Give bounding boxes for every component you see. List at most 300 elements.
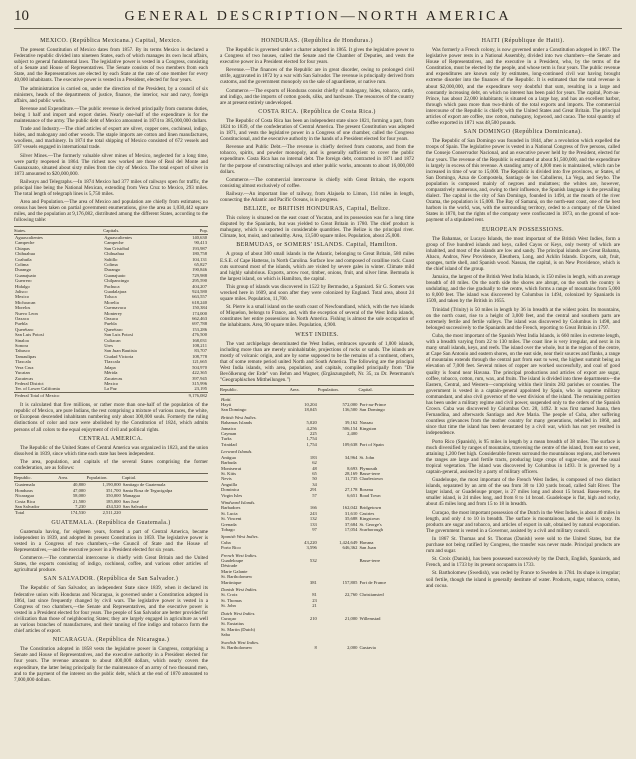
mexico-states-table — [14, 226, 208, 399]
table-group-row — [220, 609, 414, 616]
table-cell: Culiacan — [104, 337, 121, 343]
table-cell: 350,000 — [105, 493, 121, 499]
table-row — [220, 645, 414, 650]
table-cell: Tabasco — [15, 348, 30, 354]
table-cell: 1,424,649 — [339, 539, 358, 545]
table-cell: Saba — [221, 632, 230, 638]
table-cell: Guerrero — [15, 278, 32, 284]
table-cell: Havana — [359, 539, 374, 545]
table-cell: 225 — [309, 431, 317, 437]
table-cell: Honduras — [15, 487, 33, 493]
table-cell: St. Croix — [221, 592, 238, 598]
table-cell: 5,020 — [306, 420, 317, 426]
table-cell: Anguilla — [221, 481, 238, 487]
section-heading-san-domingo: SAN DOMINGO (República Dominicana). — [463, 129, 583, 136]
paragraph: Porto Rico (Spanish), is 95 miles in length by a mean breadth of 38 miles. The surface is much diversified by ranges of mountains, traversing the centre of the island, from east to west, attaining 1,200 feet high. Considerable forests surround the mountainous regions, and between the ranges are large and fertile tracts, producing large crops of sugar-cane, and the usual tropical vegetation. The island was discovered by Columbus in 1493. It is governed by a captain-general, assisted by a party of military officers. — [426, 438, 620, 475]
table-cell: Guanajuato — [104, 272, 126, 278]
paragraph: The Republic is governed under a charter adopted in 1865. It gives the legislative power to a Congress of two houses, called the Senate and the Chamber of Deputies, and vests the executive power in a President elected for four years. — [220, 47, 414, 66]
table-cell: Jalapa — [104, 364, 116, 370]
table-cell: Colima — [104, 261, 118, 267]
table-cell: 81 — [312, 592, 317, 598]
table-cell: Managua — [122, 493, 140, 499]
table-cell: 157,805 — [342, 579, 358, 585]
table-header: Pop. — [169, 226, 208, 234]
table-cell: 34 — [312, 481, 317, 487]
table-cell: Road Town — [359, 492, 381, 498]
table-cell: Chilpancingo — [104, 278, 129, 284]
table-cell: 48 — [312, 465, 317, 471]
table-cell: Durango — [15, 267, 32, 273]
paragraph: The Bahamas, or Lucayo Islands, the most important of the British West Indies, form a group of five hundred islands and keys, called Cayos or Keys, only twenty of which are inhabited, and most of the islands are low and sandy. The principal islands are Great Bahama, Abaco, Andros, New Providence, Eleuthera, Long, and Acklin Islands. Exports, salt, fruit, sponges, turtle shell, and Spanish wood. Nassau, the capital, is on New Providence, which is the chief island of the group. — [426, 235, 620, 272]
table-cell: Cuernavaca — [104, 305, 126, 311]
table-cell: Vera Cruz — [15, 364, 34, 370]
table-cell: 62 — [312, 460, 317, 466]
table-cell: 50 — [312, 476, 317, 482]
table-cell: 422,365 — [192, 370, 207, 376]
table-cell: 97 — [312, 526, 317, 532]
table-cell: Coahuila — [15, 256, 32, 262]
table-cell: Ciudad Victoria — [104, 353, 134, 359]
table-cell: 58,000 — [72, 493, 86, 499]
section-heading-bermudas: BERMUDAS, or SOMERS' ISLANDS. Capital, Hamilton. — [236, 242, 398, 249]
paragraph: The Republic of San Salvador, an independent State since 1839, when it declared its federative union with Honduras and Nicaragua, is governed under a Constitution adopted in 1864, last since frequently changed by civil wars. The legislative power is vested in a Congress of two chambers,—the Senate and Representatives, and the executive power is vested in a President elected for four years. The people of San Salvador are better provided for civilization than those of neighbouring States; they are largely engaged in agriculture as well as various branches of manufactures, and their tanning of fine indigo and tobacco form the chief articles of export. — [14, 585, 208, 635]
table-cell: 17,054 — [344, 526, 358, 532]
table-cell: Saltillo — [104, 256, 118, 262]
table-group-row — [220, 532, 414, 539]
section-heading-costa-rica: COSTA RICA. (República de Costa Rica.) — [258, 108, 376, 115]
paragraph: Revenue and Expenditure.—The public revenue is derived principally from customs duties, being 1 half and import and export duties. Nearly one-half of the expenditure is for the maintenance of the army. The public debt of Mexico amounted in 1874 to 385,000,000 dollars. — [14, 105, 208, 125]
paragraph: Area and Population.—The area of Mexico and population are chiefly from estimates; no census has been taken on partial government enumerations, give the area as 1,030,442 square miles, and the population at 9,176,082, distributed among the different States, according to the following table: — [14, 199, 208, 224]
table-cell: Barbuda — [221, 460, 237, 466]
paragraph: Commerce.—The commercial intercourse is chiefly with Great Britain and the United States, the exports consisting of indigo, cochineal, coffee, and various other articles of agricultural produce. — [14, 555, 208, 574]
table-cell: Campeche — [104, 240, 124, 246]
table-cell: 174,530 — [58, 510, 86, 516]
paragraph: St. Pierre is a small island on the south coast of Newfoundland, which, with the two islands of Miquelon, belongs to France, and, with the exception of several of the West India islands, constitutes her entire possessions in North America. Fishing is almost the sole occupation of the inhabitants. Area, 90 square miles. Population, 4,900. — [220, 304, 414, 329]
table-cell: 133 — [309, 521, 317, 527]
paragraph: The area, population, and capitals of the several States comprising the former confederation, are as follows: — [14, 458, 208, 471]
table-cell: Guatemala — [15, 482, 35, 488]
table-cell: Tobago — [221, 526, 235, 532]
table-cell: 104,131 — [192, 256, 207, 262]
table-cell: Willemstad — [359, 616, 381, 622]
table-cell: 168,031 — [192, 337, 207, 343]
table-cell: Castries — [359, 510, 375, 516]
table-cell: Santa Rosa de Tegucigalpa — [122, 487, 173, 493]
table-cell: 6,651 — [347, 492, 358, 498]
table-cell: St. George's — [359, 521, 382, 527]
table-header: Population. — [318, 386, 359, 394]
paragraph: The administration is carried on, under the direction of the President, by a council of six ministers, heads of the departments of justice, finance, the interior, war and navy, foreign affairs, and public works. — [14, 85, 208, 104]
table-header: States. — [14, 226, 103, 234]
table-cell: 43,220 — [304, 539, 317, 545]
table-cell: Nicaragua — [15, 493, 34, 499]
table-cell: Guanajuato — [15, 272, 37, 278]
table-cell: 210 — [309, 616, 317, 622]
table-header: Capital. — [358, 386, 414, 394]
table-cell: San Luis Potosí — [104, 332, 134, 338]
west-indies-table — [220, 385, 414, 650]
table-cell: 162,042 — [342, 505, 358, 511]
table-group-row — [220, 394, 414, 402]
table-cell: Toluca — [104, 294, 117, 300]
table-cell: Ter. of Lower California — [15, 386, 60, 392]
paragraph: St. Bartholomew (Swedish), was ceded by France to Sweden in 1784. Its shape is irregular; soil fertile, though the island is generally destitute of water. Products, sugar, tobacco, cotton, and cocoa. — [426, 570, 620, 589]
table-cell: 90,413 — [194, 240, 207, 246]
table-cell: 10,204 — [304, 402, 317, 408]
table-group-label: Windward Islands. — [221, 499, 256, 505]
column-middle — [220, 35, 414, 757]
table-cell: Tamaulipas — [15, 353, 37, 359]
table-cell: Désirade — [221, 563, 238, 569]
table-cell: Zacatecas — [104, 375, 123, 381]
table-cell: Mexico — [104, 380, 119, 386]
table-cell: Plymouth — [359, 465, 378, 471]
table-group-row — [220, 551, 414, 558]
table-cell: Kingstown — [359, 516, 380, 522]
table-cell: Chihuahua — [15, 251, 35, 257]
table-cell: 121,665 — [192, 359, 207, 365]
table-cell: 924,580 — [192, 289, 207, 294]
paragraph: A group of about 300 small islands in the Atlantic, belonging to Great Britain, 580 miles E.S.E. of Cape Hatteras, in North Carolina. Surface low and composed of coralline rock. Coast cuts surround most of the islands, which are visited by severe gales in winter. Climate mild and highly salubrious. Exports, arrow root, timber, onions, fruit, and silver lime. Bermuda is the largest island, on which is Hamilton, the capital. — [220, 251, 414, 282]
section-heading-central-america: CENTRAL AMERICA. — [78, 435, 144, 442]
table-cell: 21,000 — [344, 616, 358, 622]
paragraph: In 1867 St. Thomas and St. Thomas (Danish) were sold to the United States, but the purchase not being ratified by Congress, the transfer was never made. Principal products are rum and sugar. — [426, 535, 620, 555]
table-cell: San Cristóbal — [104, 245, 130, 251]
table-cell: Durango — [104, 267, 121, 273]
paragraph: Commerce.—The exports of Honduras consist chiefly of mahogany, hides, tobacco, cattle, and indigo, and the imports of cotton goods, silks, and hardware. The resources of the country are at present entirely undeveloped. — [220, 87, 414, 106]
table-cell: Port-au-Prince — [359, 402, 387, 408]
table-cell: 23,195 — [194, 386, 207, 392]
paragraph: Silver Mines.—The formerly valuable silver mines of Mexico, neglected for a long time, were partly reopened in 1864. The richest now worked are those of Real del Monte and Guanaxuato, situated about sixty miles from the city of Mexico. The total export of silver in 1873 amounted to $20,000,000. — [14, 152, 208, 177]
table-cell: Trinidad — [221, 441, 237, 447]
paragraph: The Republic of San Domingo was founded in 1844, after a revolution which expelled the troops of Spain. The legislative power is vested in a National Congress of five persons, called the Consejo Conservador Nacional, and an executive power held by the President, elected for four years. The revenue of the Republic is estimated at about $1,500,000, and the expenditure is largely in excess of this revenue. A standing army of 4,000 men is maintained, which can be increased in time of war to 15,000. The Republic is divided into five provinces, or States, of San Domingo, Azua de Compostela, Santiago de los Caballeros, La Vega, and Seybo. The population is composed mainly of negroes and mulattoes; the whites are, however, comparatively numerous, and, owing to their influence, the Spanish language is the prevailing dialect. The capital is the city of San Domingo, founded in 1494, at the mouth of the river Ozama, the population is 15,000. The Bay of Samaná, on the north-east coast, one of the best harbors in the world, was, with the surrounding territory, ceded to a company of the United States in 1870, but the rights of the company were confiscated in 1873, on the ground of non-payment of a stipulated rent. — [426, 138, 620, 224]
table-cell: 646,362 — [342, 545, 358, 551]
table-cell: Morelia — [104, 299, 119, 305]
table-cell: 37,684 — [344, 521, 358, 527]
table-cell: 351,700 — [105, 487, 121, 493]
table-group-label: French West Indies. — [221, 552, 258, 558]
table-cell: 476,500 — [192, 332, 207, 338]
table-cell: 57 — [312, 492, 317, 498]
table-cell: St. Martin (Dutch) — [221, 626, 256, 632]
table-cell: 183 — [309, 454, 317, 460]
paragraph: Trade and Industry.—The chief articles of export are silver, copper ores, cochineal, indigo, hides, and mahogany and other woods. The staple imports are cotton and linen manufactures, woollens, and machinery. In 1874 the total shipping of Mexico consisted of 672 vessels and 597 vessels engaged in international trade. — [14, 126, 208, 151]
table-cell: 397,945 — [192, 375, 207, 381]
table-header: Area. — [58, 473, 86, 481]
table-cell: Michoacan — [15, 299, 36, 305]
section-heading-san-salvador: SAN SALVADOR. (República de San Salvador.) — [43, 576, 179, 583]
table-cell: Querétaro — [104, 326, 123, 332]
paragraph: Railways and Telegraphs.—In 1874 Mexico had 377 miles of railways open for traffic, the principal line being the National Mexican, extending from Vera Cruz to Mexico, 293 miles. The total length of telegraph lines is 5,750 miles. — [14, 178, 208, 198]
table-cell: Dominica — [221, 487, 240, 493]
table-cell: Federal Total of Mexico — [14, 392, 103, 398]
table-cell: 291 — [309, 487, 317, 493]
table-cell: Santiago de Guatemala — [122, 482, 166, 488]
table-cell: Port of Spain — [359, 441, 384, 447]
section-heading-nicaragua: NICARAGUA. (República de Nicaragua.) — [52, 637, 170, 644]
table-cell: Ures — [104, 343, 113, 349]
section-heading-honduras: HONDURAS. (República de Honduras.) — [261, 38, 373, 44]
text-columns — [14, 35, 622, 757]
table-cell: 3,596 — [306, 545, 317, 551]
section-heading-haiti: HAITI (République de Haiti). — [481, 38, 565, 44]
table-group-row — [220, 638, 414, 645]
table-cell: Nassau — [359, 420, 373, 426]
table-cell: 1,190,000 — [102, 482, 121, 488]
table-cell: 174,000 — [192, 310, 207, 316]
table-cell: 83,707 — [194, 348, 207, 354]
table-group-label: Dutch West Indies. — [221, 610, 256, 616]
table-cell: 504,970 — [192, 364, 207, 370]
section-heading-belize: BELIZE, or BRITISH HONDURAS, Capital, Belize. — [243, 206, 391, 213]
table-cell: Mexico — [15, 294, 30, 300]
table-cell: 21 — [312, 603, 317, 609]
table-cell: 8,693 — [347, 465, 358, 471]
table-cell: 2,400 — [347, 431, 358, 437]
paragraph: Revenue.—The finances of the Republic are in great disorder, owing to prolonged civil strife, aggravated in 1872 by a war with San Salvador. The revenue is principally derived from customs, and the government monopoly on the sale of aguardiente, or native rum. — [220, 67, 414, 86]
table-cell: San Salvador — [15, 504, 40, 509]
table-cell: Aguascalientes — [15, 234, 43, 240]
table-header: Republic. — [14, 473, 58, 481]
table-cell: 34,964 — [344, 454, 358, 460]
table-group-row — [220, 585, 414, 592]
table-cell: Mérida — [104, 370, 118, 376]
table-cell: Bahamas Islands — [221, 420, 253, 426]
table-cell: Roseau — [359, 487, 373, 493]
table-cell: Fort de France — [359, 579, 387, 585]
paragraph: The present Constitution of Mexico dates from 1857. By its terms Mexico is declared a Federative republic divided into nineteen States, each of which manages its own local affairs, subject to general fundamental laws. The legislative power is vested in a Congress, consisting of a Senate and House of Representatives. The Senate consists of two members from each State, and the Representatives are elected by each State at the rate of one member for every 40,000 inhabitants. The executive power is vested in a President, elected for four years. — [14, 47, 208, 84]
table-cell: Cuba — [221, 539, 231, 545]
table-cell — [103, 392, 169, 398]
table-cell: 697,788 — [192, 321, 207, 327]
table-group-row — [220, 498, 414, 505]
table-cell: Scarborough — [359, 526, 383, 532]
table-cell: San José — [122, 498, 139, 504]
table-cell: Chiapas — [15, 245, 30, 251]
paragraph: Trinidad (Trinity) is 50 miles in length by 36 in breadth at the widest point. Its mountains, on the north coast, rise to a height of 3,000 feet, and the central and southern parts are extremely fertile and fertile valleys. The island was discovered by Columbus in 1498, and belonged successively to the Spaniards and the French, reporting to Great Britain in 1797. — [426, 306, 620, 331]
table-cell: Monterey — [104, 310, 123, 316]
table-cell: Colima — [15, 261, 29, 267]
table-cell: 21,500 — [72, 498, 86, 504]
table-cell: Nuevo Leon — [15, 310, 38, 316]
header-title: GENERAL DESCRIPTION—NORTH AMERICA — [124, 9, 512, 24]
table-cell: 27,178 — [344, 487, 358, 493]
table-cell: Kingston — [359, 425, 377, 431]
table-group-label: Danish West Indies. — [221, 587, 258, 593]
table-group-label: Haiti. — [221, 396, 232, 402]
table-cell: Querétaro — [15, 326, 34, 332]
paragraph: Guadeloupe, the most important of the French West Indies, is composed of two distinct islands, separated by an arm of the sea from 30 to 130 yards broad, called Salt River. The larger island, or Guadeloupe proper, is 27 miles long and about 15 broad. Basse-terre, the smaller island, is 24 miles long, and from 8 to 14 broad. Guadeloupe is flat, high and rocky, about 45 miles long and from 15 to 18 in breadth. — [426, 477, 620, 508]
table-cell: Guadeloupe — [221, 558, 244, 563]
table-cell: Hayti — [221, 402, 232, 408]
table-cell: 4,256 — [306, 425, 317, 431]
table-cell: 31,610 — [344, 510, 358, 516]
table-cell: 153,286 — [192, 326, 207, 332]
paragraph: Cuba, the most important of the Spanish West India Islands, is 660 miles in extreme length, with a breadth varying from 22 to 130 miles. The coast line is very irregular, and next in its many small islands, keys, and reefs. The island over the whole, but in the region of the centre, at Cape San Antonio and eastern shores, on the east side, near their sources and flanks, a range of mountains extends through the central part from east to west, the highest summit being an elevation of 7,000 feet. Several mines of copper are worked successfully, and coal of good quality is found near Havana. The principal productions and articles of export are sugar, coffee, tobacco, cotton, rum, wax, and fruits. The island is divided into three departments—the Eastern, Central, and Western—comprising within their limits 282 parishes or counties. The government is vested in a captain-general appointed by Spain, who in supreme military commandant, and also civil governor of the west division of the island. The remaining portion has been under a military regime and civil power, suspended only to the orders of the Spanish Crown. Cuba was discovered by Columbus Oct. 28, 1492. It was first named Juana, then Fernandina, and afterwards Santiago and Ave Maria. The people of Cuba, after suffering countless grievances from the mother country for many generations, rebelled in 1868, and since that time the island has been devastated by a civil war, which has not yet resulted in independence. — [426, 332, 620, 437]
table-cell: Jamaica — [221, 425, 236, 431]
table-header: Area. — [290, 386, 318, 394]
table-cell: 18,045 — [304, 407, 317, 413]
paragraph: Curaçao, the most important possession of the Dutch in the West Indies, is about 40 miles in length, and only 4 to 10 in breadth. The surface is mountainous, and the soil is stony. Its products are sugar and tobacco, and articles of export in salt, obtained by natural evaporation. The government is vested in a Governor, assisted by a civil and military council. — [426, 509, 620, 534]
table-cell: Marie Galante — [221, 568, 248, 574]
table-cell: St. John — [221, 603, 236, 609]
table-cell: 180,758 — [192, 251, 207, 257]
table-cell: 190,846 — [192, 267, 207, 273]
table-group-label: Leeward Islands. — [221, 449, 253, 455]
table-cell: San Domingo — [221, 407, 247, 413]
table-cell: 1,754 — [306, 441, 317, 447]
table-cell: St. Eustatius — [221, 621, 244, 627]
table-cell: 404,207 — [192, 283, 207, 289]
table-group-label: British West Indies. — [221, 414, 257, 420]
table-cell: 729,988 — [192, 272, 207, 278]
table-row — [14, 510, 208, 516]
table-cell: Christiansted — [359, 592, 384, 598]
table-cell: Virgin Isles — [221, 492, 243, 498]
column-left — [14, 35, 208, 757]
table-cell: Nevis — [221, 476, 232, 482]
table-cell: Antigua — [221, 454, 236, 460]
table-cell: St. Bartholomew — [221, 574, 253, 580]
table-row — [14, 392, 208, 398]
table-cell: 47,000 — [72, 487, 86, 493]
table-cell: 108,211 — [192, 343, 207, 349]
table-cell: 7,230 — [75, 504, 86, 509]
paragraph: Railway.—An important line of railway, from Alajuela to Limon, 114 miles in length, connecting the Atlantic and Pacific Oceans, is in progress. — [220, 190, 414, 203]
table-cell: 381 — [309, 579, 317, 585]
table-cell: Gustavia — [359, 645, 376, 651]
table-cell — [122, 510, 208, 516]
table-header: Capital. — [122, 473, 208, 481]
table-cell: St. Bartholomew — [221, 645, 253, 651]
page-number: 10 — [14, 8, 29, 24]
table-cell: 315,996 — [192, 380, 207, 386]
section-heading-guatemala: GUATEMALA. (República de Guatemala.) — [51, 519, 171, 526]
table-cell: 65,827 — [194, 261, 207, 267]
paragraph: The Republic of the United States of Central America was organized in 1823, and the union dissolved in 1839, since which time each state has been independent. — [14, 444, 208, 457]
table-cell: Costa Rica — [15, 498, 36, 504]
paragraph: Commerce.—The commercial intercourse is chiefly with Great Britain, the exports consisting almost exclusively of coffee. — [220, 176, 414, 189]
table-cell: Tlaxcala — [104, 359, 120, 365]
table-cell: Campeche — [15, 240, 35, 246]
paragraph: Jamaica, the largest of the British West India Islands, is 150 miles in length, with an average breadth of 40 miles. On the north side the shores are abrupt, on the south the country is undulating, and the rise gradually to the centre, which forms a range of mountains from 5,000 to 8,000 feet. The island was discovered by Columbus in 1494, colonized by Spaniards in 1509, and taken by the British in 1655. — [426, 274, 620, 305]
table-cell: Zacatecas — [15, 375, 34, 381]
table-group-label: Swedish West Indies. — [221, 639, 260, 645]
table-cell: 532 — [309, 558, 317, 563]
table-cell: Grenada — [221, 521, 237, 527]
paragraph: The Constitution adopted in 1858 vests the legislative power in Congress, comprising a Senate and House of Representatives, and the executive authority in a President elected for four years. The revenue amounts to about 400,000 dollars, which nearly covers the expenditure, the latter being principally for the maintenance of an army of two thousand men, and to the payment of the interest on the public debt, which at the end of 1870 amounted to 7,000,000 dollars. — [14, 646, 208, 683]
table-cell: 11,735 — [344, 476, 358, 482]
table-cell: 65 — [312, 470, 317, 476]
table-cell: Oaxaca — [15, 316, 29, 322]
table-cell: Hidalgo — [15, 283, 30, 289]
table-cell: San Salvador — [122, 504, 148, 509]
section-heading-european-possessions: EUROPEAN POSSESSIONS. — [481, 226, 565, 233]
table-cell: 572,000 — [342, 402, 358, 408]
table-cell: Total — [14, 510, 58, 516]
table-cell: 9,176,082 — [169, 392, 208, 398]
paragraph: Guatemala having, for eighteen years, formed a part of Central America, became independent in 1839, and adopted its present Constitution in 1859. The legislative power is vested in a Congress of two chambers,—the Council of State and the House of Representatives,—and the executive power in a President elected for six years. — [14, 528, 208, 554]
table-cell: 40,800 — [72, 482, 86, 488]
table-cell: 2,000 — [347, 645, 358, 651]
running-head — [14, 6, 622, 29]
paragraph: St. Croix (Danish), has been possessed successively by the Dutch, English, Spaniards, and French, and in 1733 by its present occupants in 1733. — [426, 556, 620, 569]
table-cell: 166 — [309, 505, 317, 511]
table-cell: Montserrat — [221, 465, 242, 471]
table-cell: 295,590 — [192, 278, 207, 284]
table-cell: 2,511,220 — [87, 510, 122, 516]
table-cell: Puebla — [15, 321, 28, 327]
table-cell: 136,500 — [342, 407, 358, 413]
table-cell: St. Thomas — [221, 597, 242, 603]
table-cell: San Juan Bautista — [104, 348, 137, 354]
table-cell: Pachuca — [104, 283, 120, 289]
table-cell: Guadalajara — [104, 289, 127, 294]
table-cell: La Paz — [104, 386, 117, 392]
table-cell: 618,240 — [192, 299, 207, 305]
table-cell: Puebla — [104, 321, 117, 327]
table-cell: 434,520 — [105, 504, 121, 509]
table-cell: 109,638 — [342, 441, 358, 447]
section-heading-west-indies: WEST INDIES. — [295, 331, 339, 338]
table-cell: Cayman — [221, 431, 237, 437]
table-cell: Morelos — [15, 305, 31, 311]
table-cell: Sonora — [15, 343, 29, 349]
table-cell: San Luis Potosí — [15, 332, 44, 338]
paragraph: Was formerly a French colony, is now governed under a Constitution adopted in 1867. The legislative power rests in a National Assembly, divided into two chambers—the Senate and House of Representatives, and the executive in a President, who, by the terms of the Constitution, must be elected by the people, and whose term is four years. The public revenue and expenditures are known only by estimates, long-continued civil war having brought extreme disorder into the finances of the Republic. It is estimated that the total revenue is about $2,000,000, and the expenditure very doubtful that sum, resulting in a large and constantly increasing debt, on which no interest has been paid for years. The capital, Port-au-Prince, has about 22,000 inhabitants; is situated on a large bay, and has an excellent harbor, through which pass more than two-thirds of the total exports and imports. The commercial intercourse of the Republic is chiefly with the United States and Great Britain. The principal articles of export are coffee, raw cotton, mahogany, logwood, and cacao. The total quantity of coffee exported in 1871 was 48,500 pounds. — [426, 47, 620, 127]
table-cell: St. Vincent — [221, 516, 242, 522]
table-cell: 35,688 — [344, 516, 358, 522]
paragraph: The Republic of Costa Rica has been an independent state since 1821, forming a part, from 1824 to 1839, of the confederation of Central America. The present Constitution was adopted in 1871, and vests the legislative power in a Congress of one chamber, called the Congreso Constitucional, and the executive authority in the hands of a President elected for four years. — [220, 117, 414, 143]
table-cell: 28,169 — [344, 470, 358, 476]
table-cell: 662,463 — [192, 316, 207, 322]
table-cell: Bridgetown — [359, 505, 382, 511]
table-cell: Barbadoes — [221, 505, 241, 511]
table-cell: 193,987 — [192, 245, 207, 251]
table-cell: Oaxaca — [104, 316, 118, 322]
table-header: Republic. — [220, 386, 290, 394]
table-cell: 140,630 — [192, 234, 207, 240]
table-cell: Basse-terre — [359, 558, 381, 563]
central-america-table — [14, 473, 208, 516]
table-cell: Curaçao — [221, 616, 237, 622]
table-cell: Martinique — [221, 579, 242, 585]
table-cell: 132 — [309, 516, 317, 522]
table-cell: 22,760 — [344, 592, 358, 598]
table-header: Population. — [87, 473, 122, 481]
table-cell: San Domingo — [359, 407, 385, 413]
table-cell: 243 — [309, 510, 317, 516]
table-cell: Charlestown — [359, 476, 383, 482]
column-right — [426, 35, 620, 757]
table-cell: Federal District — [15, 380, 44, 386]
table-cell: Chihuahua — [104, 251, 125, 257]
table-cell: 185,000 — [105, 498, 121, 504]
table-cell: 23 — [312, 597, 317, 603]
table-header: Capitals. — [103, 226, 169, 234]
table-cell: Aguascalientes — [104, 234, 132, 240]
section-heading-mexico: MEXICO. (República Mexicana.) Capital, Mexico. — [40, 38, 182, 44]
paragraph: This group of islands was discovered in 1522 by Bermudez, a Spaniard. Sir G. Somers was wrecked here in 1609, and soon after they were colonized by England. Total area, about 24 square miles. Population, 11,700. — [220, 283, 414, 303]
table-cell: Basse-terre — [359, 470, 381, 476]
table-cell: St. Kitts — [221, 470, 237, 476]
paragraph: The vast archipelago denominated the West Indies, embraces upwards of 1,000 islands, including more than are merely uninhabitable, projections of rocks or sands. The islands are mostly of volcanic origin, and are by some supposed to be the remains of a continent, others, that of some remote period united North and South America. The following are the principal West India islands, with area, population, and capitals, compiled principally from "Die Bevölkerung der Erde" von Behm and Wagner, (Ergänzungsheft, Nr. 35, zu Dr. Petermann's "Geographischen Mittheilungen.") — [220, 340, 414, 384]
table-cell: 8 — [314, 645, 317, 651]
table-cell: Jalisco — [15, 289, 28, 294]
table-cell: Sinaloa — [15, 337, 29, 343]
table-cell: St. Lucia — [221, 510, 238, 516]
table-group-row — [220, 413, 414, 420]
